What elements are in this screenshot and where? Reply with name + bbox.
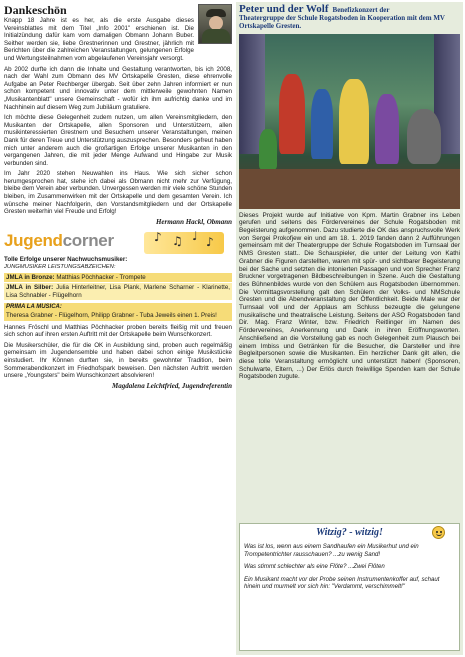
joke-3: Ein Musikant macht vor der Probe seinen Instrumentenkoffer auf, schaut hinein und murmelt vor sich hin: "Verdammt, verschimmelt!": [244, 575, 440, 590]
silver-award-box: [4, 283, 232, 300]
silver-text: Julia Hinterleitner, Lisa Plank, Marlene Scharner - Klarinette, Lisa Schnabler - Flügelhorn: [6, 284, 230, 299]
right-column: [236, 2, 463, 655]
jugendcorner-title-part2: corner: [62, 231, 114, 251]
jugendcorner-paragraph-2: Die Musikerschüler, die für die OK in Ausbildung sind, proben auch regelmäßig gemeinsam im Jugendensemble und haben dabei schon einige Musikstücke einstudiert. Ihr Können durften sie, in bereits gewohnter Tradition, beim Sommerabendkonzert im Friedhofspark beweisen. Den nächsten Auftritt werden unsere „Youngsters" beim Wunschkonzert absolvieren!: [4, 341, 232, 380]
prima-la-musica-box: [4, 303, 232, 320]
smiley-icon: [432, 526, 445, 539]
peter-text: Dieses Projekt wurde auf Initiative von Kpm. Martin Grabner ins Leben gerufen und seitens des Fördervereines der Schule Rogatsboden mit Begeisterung aufgenommen. Dazu studierte die OK das anspruchsvolle Werk von Sergei Prokofjew ein und am 18. 1. 2019 fanden dann 2 Aufführungen gemeinsam mit der Theatergruppe der Schule Rogatsboden im Turnsaal der NMS Gresten statt.. Die Schauspieler, die unter der Leitung von Kathi Grabner die Figuren darstellten, waren mit spür- und sichtbarer Begeisterung bei der Sache und setzten die intonierten Passagen und von Sprecher Franz Bruckner vorgetragenen Bildbeschreibungen in Szene. Auch die Gestaltung des Bühnenbildes wurde von den Schülern aus Rogatsboden übernommen. Die Vormittagsvorstellung galt den Schülern der Volks- und NMSchule Gresten und die Abendveranstaltung der Öffentlichkeit. Beide Male war der Turnsaal voll und der Applaus am Schluss bezeugte die gelungene musikalische und theatralische Leistung. Seitens der ASO Rogatsboden fand Dir. Mag. Franz Winter, bzw. Friedrich Reitlinger im Namen des Fördervereines, Anerkennung und Dank in ihren Eröffnungsworten. Anschließend an die Vorstellung gab es noch Gelegenheit zum Plausch bei einem Imbiss und Getränken für die Besucher, die Darsteller und ihre Begleitpersonen sowie die Musikanten. Ein herzlicher Dank gilt allen, die diese tolle Veranstaltung ermöglicht und unterstützt haben! (Sponsoren, Schulwarte, Eltern, ...) Der Erlös durch freiwillige Spenden kam der Schule Rogatsboden zugute.: [239, 211, 460, 381]
peter-subtitle-inline: Benefizkonzert der: [332, 6, 390, 14]
silver-label: JMLA in Silber:: [6, 284, 54, 292]
dankeschoen-signature: Hermann Hackl, Obmann: [155, 217, 232, 226]
stage-photo: [239, 34, 460, 209]
coat-shape: [202, 29, 230, 44]
prima-text: Theresa Grabner - Flügelhorn, Philipp Grabner - Tuba Jeweils einen 1. Preis!: [6, 312, 217, 319]
dankeschoen-paragraph-3: Ich möchte diese Gelegenheit zudem nutzen, um allen Vereinsmitgliedern, den Musikanten der Ortskapelle, allen Sponsoren und Unterstützern, allen musikinteressierten Grestnern und Besuchern unserer Veranstaltungen, meinen Dank für deren Treue und Unterstützung auszusprechen. Besonders gefreut haben mich unter anderem auch die großartigen Erfolge unserer Musikanten in den vergangenen Jahren, die mit jeder Menge Aufwand und Hingabe zur Musik verbunden sind.: [4, 114, 232, 167]
joke-1: Was ist los, wenn aus einem Sandhaufen ein Musikerhut und ein Trompetentrichter rausschauen? ...zu wenig Sand!: [244, 543, 419, 558]
jugendcorner-paragraph-1: Hannes Fröschl und Matthias Pöchhacker proben bereits fleißig mit und freuen sich schon auf ihren ersten Auftritt mit der Ortskapelle beim Wunschkonzert.: [4, 323, 232, 339]
left-column: [4, 4, 232, 654]
note-glyph-1: ♪: [154, 230, 162, 245]
joke-2: Was stimmt schlechter als eine Flöte? ...Zwei Flöten: [244, 563, 385, 570]
peter-subtitle: Theatergruppe der Schule Rogatsboden in Kooperation mit dem MV Ortskapelle Gresten.: [239, 14, 445, 31]
note-glyph-4: ♪: [206, 235, 214, 250]
jugendcorner-intro: Tolle Erfolge unserer Nachwuchsmusiker:: [4, 256, 128, 264]
dankeschoen-title: Dankeschön: [4, 3, 67, 17]
face-shape: [209, 16, 223, 30]
peter-header: [239, 4, 460, 31]
note-glyph-3: ♩: [192, 229, 198, 244]
witzig-title: Witzig? - witzig!: [316, 527, 383, 538]
figure-yellow: [339, 79, 369, 164]
figure-red: [279, 74, 305, 154]
smiley-mouth: [436, 533, 442, 536]
bronze-award-box: [4, 273, 232, 283]
bronze-text: Matthias Pöchhacker - Trompete: [56, 273, 146, 281]
jugendcorner-header: [4, 230, 232, 256]
prima-title: PRIMA LA MUSICA:: [6, 304, 62, 311]
note-glyph-2: ♫: [172, 234, 183, 249]
witzig-box: [239, 523, 460, 651]
dankeschoen-paragraph-2: Ab 2002 durfte ich dann die Inhalte und Gestaltung verantworten, bis ich 2008, nach der Wahl zum Obmann des MV Ortskapelle Gresten, diese ehrenvolle Aufgabe an Peter Rechberger übergab. Seit über zehn Jahren informiert er nun schon kompetent und innovativ unter dem mittlerweile gewohnten Namen „Musikantenblatt" unsere Gemeinschaft - wofür ich ihm aufrichtig danke und im Nachhinein auf diesem Weg zum Jubiläum gratuliere.: [4, 65, 232, 111]
figure-wolf: [407, 109, 441, 164]
music-notes-icon: [144, 229, 224, 254]
bronze-award-row: [6, 274, 230, 282]
figure-purple: [375, 94, 399, 164]
dankeschoen-paragraph-4: Im Jahr 2020 stehen Neuwahlen ins Haus. Wie sich sicher schon herumgesprochen hat, stehe ich dabei als Obmann nicht mehr zur Verfügung, bleibe dem Verein aber verbunden. Unvergessen werden mir viele schöne Stunden bleiben, im Zusammenwirken mit der Ortskapelle und dem gesamten Verein. Ich wünsche meiner Nachfolgerin, den Vorstandsmitgliedern und der Ortskapelle Gresten weiterhin viel Freude und Erfolg!: [4, 170, 232, 216]
figure-blue: [311, 89, 333, 159]
peter-title: Peter und der Wolf: [239, 3, 329, 15]
dankeschoen-paragraph-1: Knapp 18 Jahre ist es her, als die erste Ausgabe dieses Vereinsblattes mit dem Titel „Info 2001" erschienen ist. Die Initialzündung dafür kam vom damaligen Obmann Johann Buber. Seither werden sie, liebe Grestnerinnen und Grestner, jährlich mit Berichten über die zahlreichen Veranstaltungen, gelungenen Erfolge und Wertungsteilnahmen vom abgelaufenen Vereinsjahr versorgt.: [4, 17, 194, 62]
awards-title: JUNGMUSIKER LEISTUNGSABZEICHEN:: [4, 264, 116, 271]
jugendcorner-signature: Magdalena Leichtfried, Jugendreferentin: [112, 381, 232, 390]
portrait-photo: [198, 4, 232, 44]
figure-green: [259, 129, 277, 169]
dankeschoen-header: [4, 4, 232, 44]
silver-award-row: [6, 284, 230, 299]
bronze-label: JMLA in Bronze:: [6, 273, 55, 281]
stage-floor: [239, 169, 460, 209]
jugendcorner-title-part1: Jugend: [4, 231, 63, 251]
